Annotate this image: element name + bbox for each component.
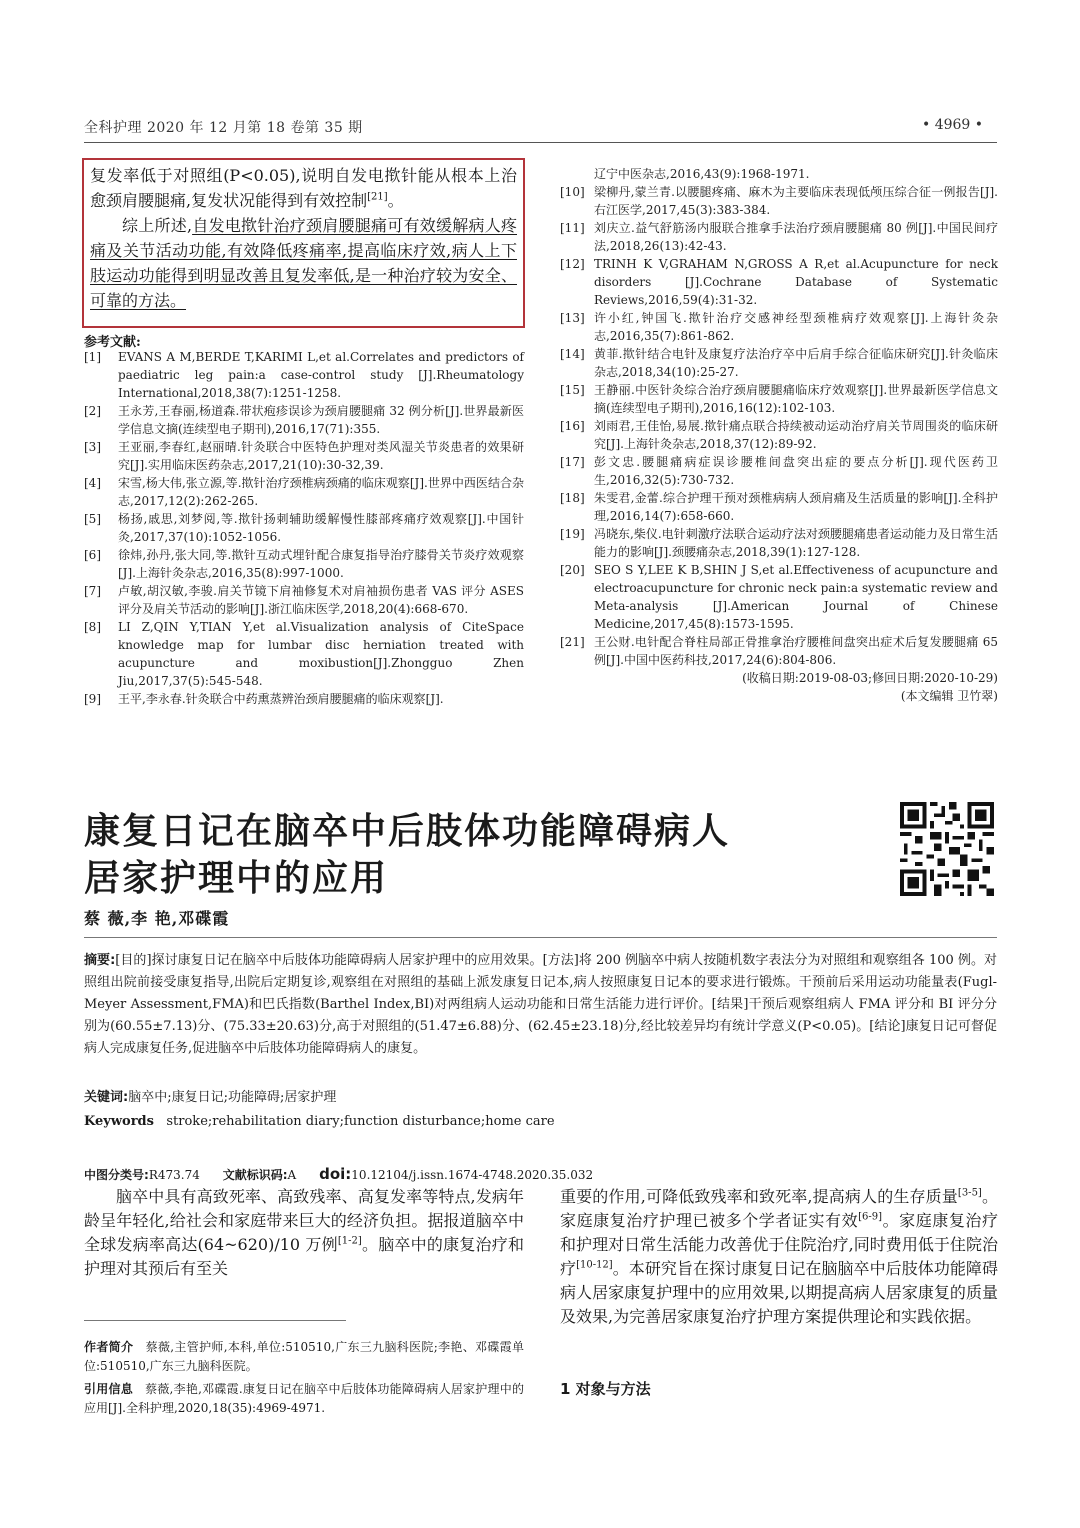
reference-number: [17]	[560, 455, 585, 469]
citation-info	[84, 1380, 524, 1418]
reference-text: SEO S Y,LEE K B,SHIN J S,et al.Effectiveness of acupuncture and electroacupuncture for chronic neck pain:a systematic review and Meta-analysis [J].American Journal of Chinese Medicine,2017,45(8):1573-1595.	[594, 563, 998, 631]
reference-item	[84, 438, 524, 474]
reference-number: [12]	[560, 257, 585, 271]
reference-number: [9]	[84, 692, 101, 706]
reference-item	[84, 582, 524, 618]
class-label: 中图分类号:	[84, 1168, 149, 1182]
keywords-en-text: stroke;rehabilitation diary;function disturbance;home care	[166, 1114, 555, 1129]
reference-item	[560, 561, 998, 633]
citation-ref: [3-5]	[957, 1187, 982, 1199]
reference-text: 梁柳丹,蒙兰青.以腰腿疼痛、麻木为主要临床表现低颅压综合征一例报告[J].右江医学,2017,45(3):383-384.	[594, 185, 998, 217]
reference-number: [14]	[560, 347, 585, 361]
reference-text: 徐炜,孙丹,张大同,等.揿针互动式埋针配合康复指导治疗膝骨关节炎疗效观察[J].上海针灸杂志,2016,35(8):997-1000.	[118, 548, 524, 580]
reference-number: [18]	[560, 491, 585, 505]
article-authors: 蔡 薇,李 艳,邓碟霞	[84, 909, 230, 928]
reference-number: [1]	[84, 350, 101, 364]
reference-item	[560, 309, 998, 345]
author-bio-text: 蔡薇,主管护师,本科,单位:510510,广东三九脑科医院;李艳、邓碟霞单位:510510,广东三九脑科医院。	[84, 1340, 524, 1373]
reference-number: [21]	[560, 635, 585, 649]
reference-item	[560, 525, 998, 561]
body-right-text-a: 重要的作用,可降低致残率和致死率,提高病人的生存质量	[560, 1187, 958, 1206]
reference-item	[84, 618, 524, 690]
abstract-label: 摘要:	[84, 953, 116, 968]
reference-number: [16]	[560, 419, 585, 433]
reference-number: [5]	[84, 512, 101, 526]
reference-item	[84, 510, 524, 546]
running-header: 全科护理 2020 年 12 月第 18 卷第 35 期	[84, 120, 363, 136]
reference-text: 王亚丽,李春红,赵丽晴.针灸联合中医特色护理对类风湿关节炎患者的效果研究[J].实用临床医药杂志,2017,21(10):30-32,39.	[118, 440, 524, 472]
reference-number: [8]	[84, 620, 101, 634]
body-right-text-c: 。家庭康复治疗和护理对日常生活能力改善优于住院治疗,同时费用低于住院治疗	[560, 1211, 998, 1278]
reference-number: [15]	[560, 383, 585, 397]
body-right-text-d: 。本研究旨在探讨康复日记在脑脑卒中后肢体功能障碍病人居家康复护理中的应用效果,以期提高病人居家康复的质量及效果,为完善居家康复治疗护理方案提供理论和实践依据。	[560, 1259, 998, 1326]
editor-note: (本文编辑 卫竹翠)	[900, 689, 998, 703]
keywords-label: 关键词:	[84, 1090, 129, 1105]
reference-text: 刘庆立.益气舒筋汤内服联合推拿手法治疗颈肩腰腿痛 80 例[J].中国民间疗法,2018,26(13):42-43.	[594, 221, 998, 253]
doi-value[interactable]: 10.12104/j.issn.1674-4748.2020.35.032	[351, 1168, 594, 1182]
title-line-1: 康复日记在脑卒中后肢体功能障碍病人	[84, 811, 731, 852]
keywords-cn	[84, 1088, 336, 1108]
header-rule	[84, 142, 997, 143]
article-rule	[84, 937, 997, 938]
conclusion-underlined: 自发电揿针治疗颈肩腰腿痛可有效缓解病人疼痛及关节活动功能,有效降低疼痛率,提高临床疗效,病人上下肢运动功能得到明显改善且复发率低,是一种治疗较为安全、可靠的方法。	[90, 216, 517, 310]
conclusion-paragraph-1	[90, 163, 517, 213]
conclusion-lead: 综上所述,	[122, 216, 193, 235]
citation-ref: [10-12]	[576, 1259, 613, 1271]
reference-text: 宋雪,杨大伟,张立源,等.揿针治疗颈椎病颈痛的临床观察[J].世界中西医结合杂志,2017,12(2):262-265.	[118, 476, 524, 508]
reference-number: [13]	[560, 311, 585, 325]
doc-value: A	[287, 1168, 297, 1182]
article-title	[84, 808, 864, 902]
conclusion-text-1: 复发率低于对照组(P<0.05),说明自发电揿针能从根本上治愈颈肩腰腿痛,复发状况能得到有效控制	[90, 166, 517, 210]
reference-text: 黄菲.揿针结合电针及康复疗法治疗卒中后肩手综合征临床研究[J].针灸临床杂志,2018,34(10):25-27.	[594, 347, 998, 379]
body-left-column	[84, 1185, 524, 1281]
reference-text: 王公财.电针配合脊柱局部正骨推拿治疗腰椎间盘突出症术后复发腰腿痛 65 例[J].中国中医药科技,2017,24(6):804-806.	[594, 635, 998, 667]
reference-text: 王永芳,王春丽,杨道森.带状疱疹误诊为颈肩腰腿痛 32 例分析[J].世界最新医学信息文摘(连续型电子期刊),2016,17(71):355.	[118, 404, 524, 436]
abstract	[84, 950, 997, 1060]
reference-number: [2]	[84, 404, 101, 418]
keywords-en-label: Keywords	[84, 1114, 154, 1129]
reference-item	[84, 546, 524, 582]
references-left-column	[84, 348, 524, 708]
references-title: 参考文献:	[84, 335, 141, 350]
keywords-en	[84, 1112, 555, 1132]
reference-number: [20]	[560, 563, 585, 577]
body-right-text-b: 。家庭康复治疗护理已被多个学者证实有效	[560, 1187, 998, 1230]
reference-text: 许小红,钟国飞.揿针治疗交感神经型颈椎病疗效观察[J].上海针灸杂志,2016,35(7):861-862.	[594, 311, 998, 343]
highlighted-conclusion-box	[82, 158, 525, 328]
keywords-cn-text: 脑卒中;康复日记;功能障碍;居家护理	[128, 1090, 337, 1105]
doi-label: doi:	[319, 1165, 352, 1183]
reference-item	[560, 417, 998, 453]
reference-text: 王平,李永春.针灸联合中药熏蒸辨治颈肩腰腿痛的临床观察[J].	[118, 692, 444, 706]
citation-ref: [21]	[367, 191, 388, 203]
classification-line	[84, 1165, 593, 1183]
section-heading: 1 对象与方法	[560, 1380, 651, 1398]
reference-number: [11]	[560, 221, 585, 235]
reference-item	[84, 402, 524, 438]
reference-number: [3]	[84, 440, 101, 454]
reference-text: 彭文忠.腰腿痛病症误诊腰椎间盘突出症的要点分析[J].现代医药卫生,2016,32(5):730-732.	[594, 455, 998, 487]
citation-ref: [1-2]	[337, 1235, 362, 1247]
reference-item	[84, 348, 524, 402]
reference-number: [10]	[560, 185, 585, 199]
citation-label: 引用信息	[84, 1382, 133, 1396]
title-line-2: 居家护理中的应用	[84, 858, 389, 899]
author-bio-label: 作者简介	[84, 1340, 134, 1354]
reference-number: [4]	[84, 476, 101, 490]
reference-text: 杨扬,戚思,刘梦阅,等.揿针扬刺辅助缓解慢性膝部疼痛疗效观察[J].中国针灸,2017,37(10):1052-1056.	[118, 512, 524, 544]
references-right-column	[560, 165, 998, 705]
reference-item	[560, 633, 998, 669]
reference-item	[560, 345, 998, 381]
reference-number: [19]	[560, 527, 585, 541]
page-number: • 4969 •	[922, 117, 984, 133]
reference-item	[560, 381, 998, 417]
reference-item	[84, 474, 524, 510]
citation-text: 蔡薇,李艳,邓碟霞.康复日记在脑卒中后肢体功能障碍病人居家护理中的应用[J].全科护理,2020,18(35):4969-4971.	[84, 1382, 524, 1415]
reference-text: 王静丽.中医针灸综合治疗颈肩腰腿痛临床疗效观察[J].世界最新医学信息文摘(连续型电子期刊),2016,16(12):102-103.	[594, 383, 998, 415]
reference-item	[560, 255, 998, 309]
citation-ref: [6-9]	[858, 1211, 883, 1223]
conclusion-paragraph-2	[90, 213, 517, 313]
reference-item	[84, 690, 524, 708]
reference-text: TRINH K V,GRAHAM N,GROSS A R,et al.Acupuncture for neck disorders [J].Cochrane Database of Systematic Reviews,2016,59(4):31-32.	[594, 257, 998, 307]
footnote-rule	[84, 1320, 346, 1321]
reference-item	[560, 453, 998, 489]
class-value: R473.74	[148, 1168, 200, 1182]
body-right-column	[560, 1185, 998, 1329]
qr-code-icon[interactable]	[900, 802, 994, 896]
reference-text: 卢敏,胡汉敏,李骏.肩关节镜下肩袖修复术对肩袖损伤患者 VAS 评分 ASES 评分及肩关节活动的影响[J].浙江临床医学,2018,20(4):668-670.	[118, 584, 524, 616]
reference-number: [7]	[84, 584, 101, 598]
body-left-text-a: 脑卒中具有高致死率、高致残率、高复发率等特点,发病年龄呈年轻化,给社会和家庭带来巨大的经济负担。据报道脑卒中全球发病率高达(64~620)/10 万例	[84, 1187, 524, 1254]
reference-item	[560, 219, 998, 255]
reference-text: 刘雨君,王佳怡,易展.揿针痛点联合持续被动运动治疗肩关节周围炎的临床研究[J].上海针灸杂志,2018,37(12):89-92.	[594, 419, 998, 451]
abstract-text: [目的]探讨康复日记在脑卒中后肢体功能障碍病人居家护理中的应用效果。[方法]将 200 例脑卒中病人按随机数字表法分为对照组和观察组各 100 例。对照组出院前接受康复指导,出院后定期复诊,观察组在对照组的基础上派发康复日记本,病人按照康复日记本的要求进行锻炼。干预前后采用运动功能量表(Fugl-Meyer Assessment,FMA)和巴氏指数(Barthel Index,BI)对两组病人运动功能和日常生活能力进行评价。[结果]干预后观察组病人 FMA 评分和 BI 评分分别为(60.55±7.13)分、(75.33±20.63)分,高于对照组的(51.47±6.88)分、(62.45±23.18)分,经比较差异均有统计学意义(P<0.05)。[结论]康复日记可督促病人完成康复任务,促进脑卒中后肢体功能障碍病人的康复。	[84, 953, 998, 1056]
reference-item	[560, 183, 998, 219]
doc-label: 文献标识码:	[222, 1168, 288, 1182]
reference-item	[560, 489, 998, 525]
reference-text: LI Z,QIN Y,TIAN Y,et al.Visualization analysis of CiteSpace knowledge map for lumbar disc herniation treated with acupuncture and moxibustion[J].Zhongguo Zhen Jiu,2017,37(5):545-548.	[118, 620, 524, 688]
reference-number: [6]	[84, 548, 101, 562]
received-dates: (收稿日期:2019-08-03;修回日期:2020-10-29)	[742, 671, 998, 685]
reference-text: 冯晓东,柴仪.电针刺激疗法联合运动疗法对颈腰腿痛患者运动能力及日常生活能力的影响[J].颈腰痛杂志,2018,39(1):127-128.	[594, 527, 998, 559]
reference-text: EVANS A M,BERDE T,KARIMI L,et al.Correlates and predictors of paediatric leg pain:a case-control study [J].Rheumatology International,2018,38(7):1251-1258.	[118, 350, 524, 400]
reference-text: 朱雯君,金蕾.综合护理干预对颈椎病病人颈肩痛及生活质量的影响[J].全科护理,2016,14(7):658-660.	[594, 491, 998, 523]
body-left-text-b: 。脑卒中的康复治疗和护理对其预后有至关	[84, 1235, 524, 1278]
reference-continuation: 辽宁中医杂志,2016,43(9):1968-1971.	[594, 167, 810, 181]
author-bio	[84, 1338, 524, 1376]
conclusion-end: 。	[387, 191, 404, 210]
